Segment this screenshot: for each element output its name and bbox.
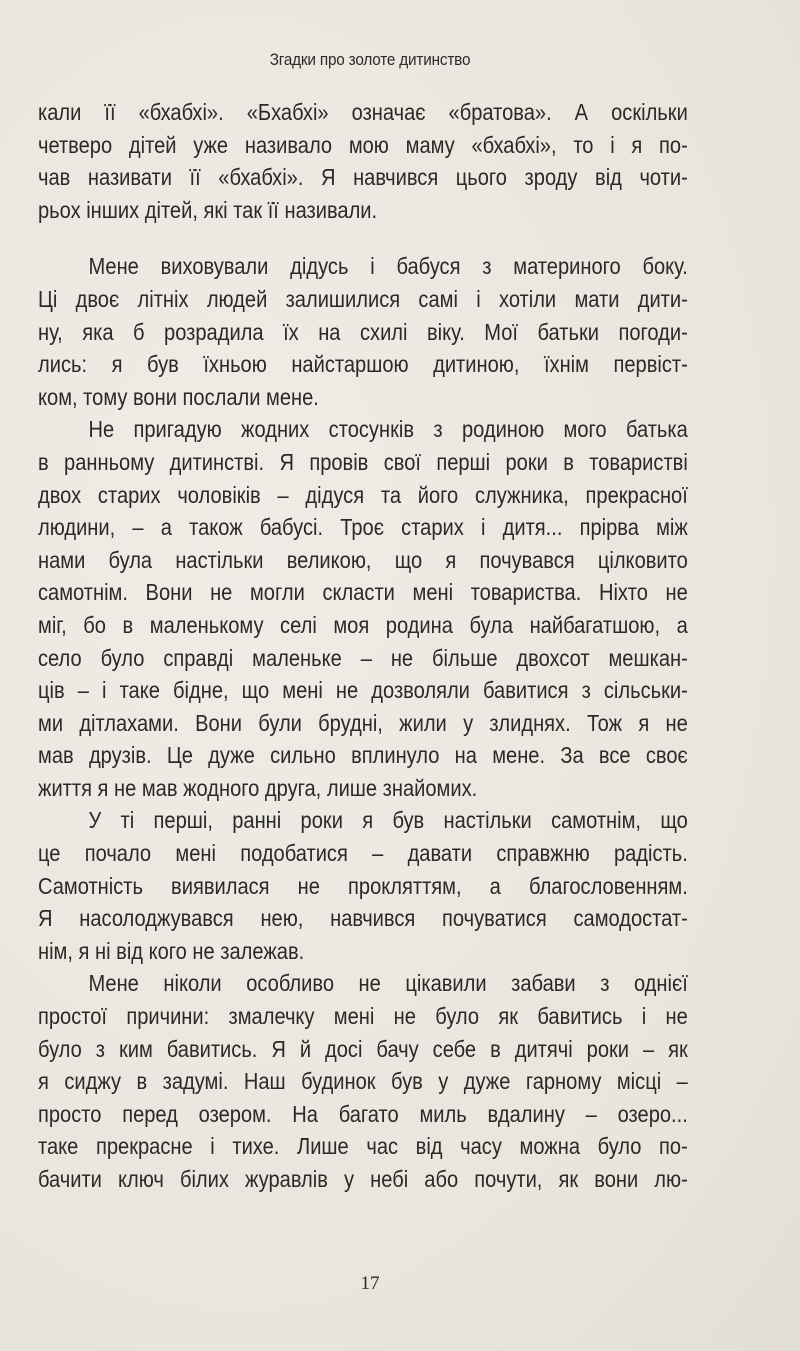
text-line: самотнім. Вони не могли скласти мені товариства. Ніхто не [38, 579, 688, 606]
text-line: рьох інших дітей, які так її називали. [38, 196, 378, 223]
text-line: Мене ніколи особливо не цікавили забави з однієї [88, 970, 688, 997]
paragraph [38, 967, 798, 1195]
text-line: життя я не мав жодного друга, лише знайомих. [38, 774, 478, 801]
text-line: ком, тому вони послали мене. [38, 383, 319, 410]
text-line: Мене виховували дідусь і бабуся з материного боку. [88, 253, 688, 280]
text-line: я сиджу в задумі. Наш будинок був у дуже гарному місці – [38, 1068, 688, 1095]
paragraph [38, 413, 798, 804]
paragraph-gap [38, 226, 798, 250]
text-line: Я насолоджувався нею, навчився почуватися самодостат- [38, 905, 688, 932]
text-line: таке прекрасне і тихе. Лише час від часу можна було по- [38, 1133, 688, 1160]
text-line: простої причини: змалечку мені не було як бавитись і не [38, 1003, 688, 1030]
text-line: ну, яка б розрадила їх на схилі віку. Мої батьки погоди- [38, 318, 688, 345]
text-line: ців – і таке бідне, що мені не дозволяли бавитися з сільськи- [38, 677, 688, 704]
text-line: чав називати її «бхабхі». Я навчився цього зроду від чоти- [38, 164, 688, 191]
text-line: четверо дітей уже називало мою маму «бхабхі», то і я по- [38, 131, 688, 158]
paragraph [38, 804, 798, 967]
paragraph [38, 250, 798, 413]
text-line: бачити ключ білих журавлів у небі або почути, як вони лю- [38, 1166, 688, 1192]
paragraph [38, 96, 798, 226]
text-line: кали її «бхабхі». «Бхабхі» означає «братова». А оскільки [38, 99, 688, 125]
text-line: лись: я був їхньою найстаршою дитиною, їхнім первіст- [38, 351, 688, 378]
text-line: село було справді маленьке – не більше двохсот мешкан- [38, 644, 688, 671]
page-number: 17 [360, 1273, 380, 1294]
text-line: У ті перші, ранні роки я був настільки самотнім, що [88, 807, 688, 834]
text-line: просто перед озером. На багато миль вдалину – озеро... [38, 1100, 688, 1127]
text-line: людини, – а також бабусі. Троє старих і дитя... прірва між [38, 514, 688, 541]
body-text [38, 96, 798, 1196]
text-line: мав друзів. Це дуже сильно вплинуло на мене. За все своє [38, 742, 688, 769]
text-line: було з ким бавитись. Я й досі бачу себе в дитячі роки – як [38, 1035, 688, 1062]
running-head: Згадки про золоте дитинство [269, 50, 471, 69]
text-line: в ранньому дитинстві. Я провів свої перші роки в товаристві [38, 448, 688, 475]
text-line: двох старих чоловіків – дідуся та його служника, прекрасної [38, 481, 688, 508]
text-line: Самотність виявилася не прокляттям, а благословенням. [38, 872, 688, 899]
text-line: це почало мені подобатися – давати справжню радість. [38, 840, 688, 867]
text-line: Ці двоє літніх людей залишилися самі і хотіли мати дити- [38, 285, 688, 312]
text-line: нами була настільки великою, що я почувався цілковито [38, 546, 688, 573]
text-line: ми дітлахами. Вони були брудні, жили у злиднях. Тож я не [38, 709, 688, 736]
text-line: Не пригадую жодних стосунків з родиною мого батька [88, 416, 688, 443]
text-line: міг, бо в маленькому селі моя родина була найбагатшою, а [38, 611, 688, 638]
text-line: нім, я ні від кого не залежав. [38, 937, 305, 964]
